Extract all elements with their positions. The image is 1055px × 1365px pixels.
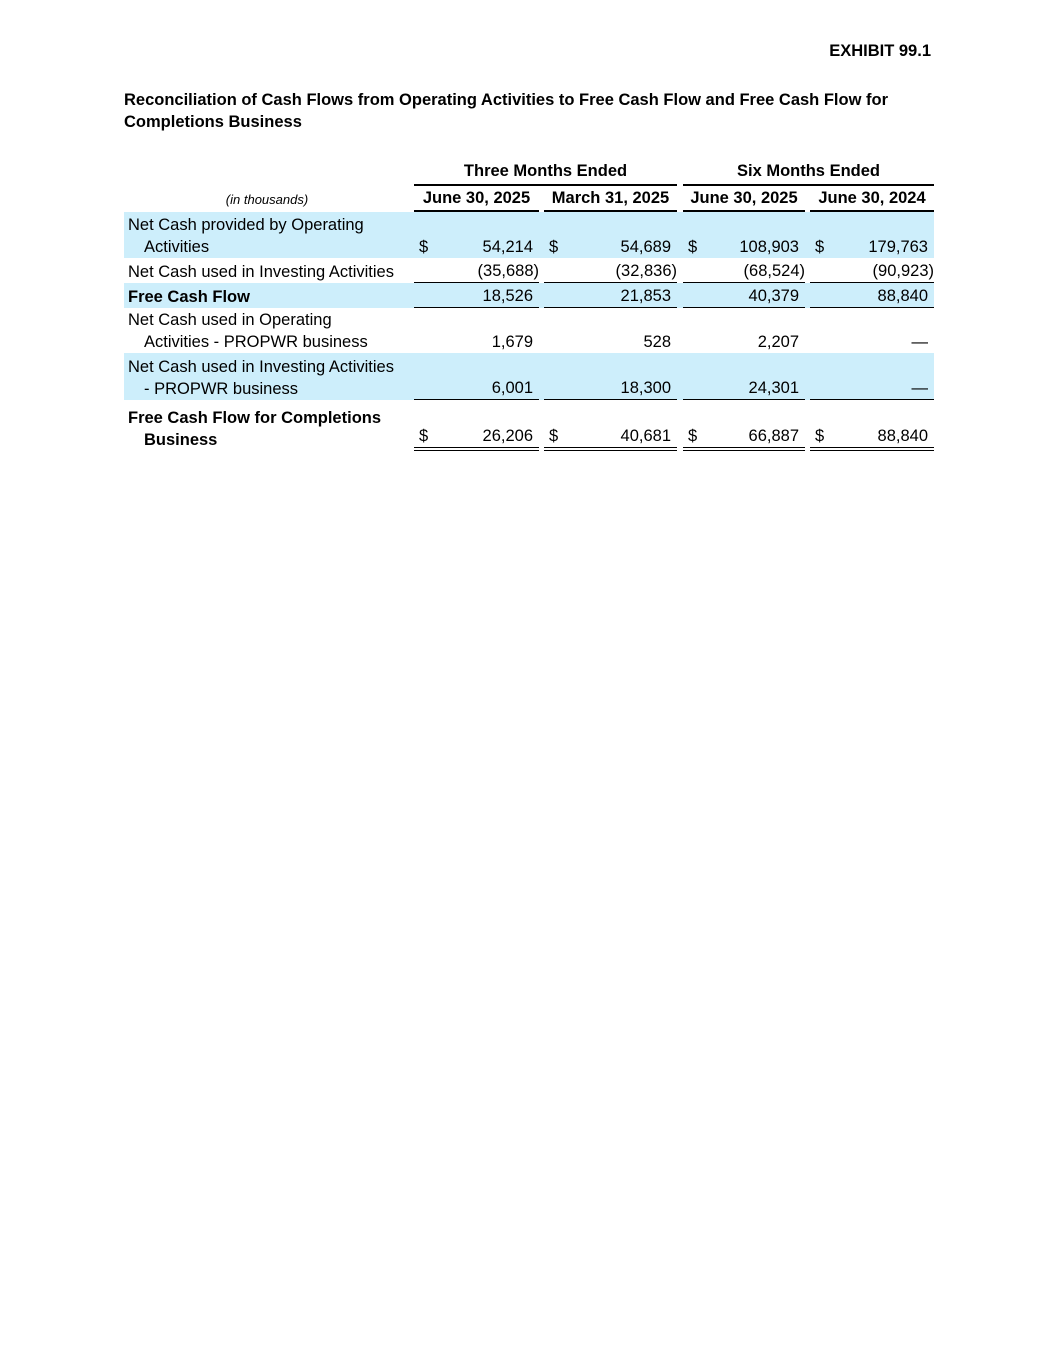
table-cell: (68,524): [683, 258, 805, 283]
table-cell: 21,853: [544, 283, 677, 308]
table-cell: 2,207: [757, 333, 799, 351]
table-cell: $ 26,206: [414, 400, 539, 451]
column-header: June 30, 2025: [414, 186, 539, 212]
table-cell: (35,688): [414, 258, 539, 283]
table-cell: 88,840: [810, 283, 934, 308]
table-row: [124, 308, 934, 353]
column-header: March 31, 2025: [544, 186, 677, 212]
column-group-row: [124, 159, 934, 186]
units-label: (in thousands): [225, 192, 309, 207]
table-cell: $ 66,887: [683, 400, 805, 451]
table-cell: $ 40,681: [544, 400, 677, 451]
table-row: [124, 353, 934, 400]
row-label: Net Cash used in Operating Activities - PROPWR business: [128, 311, 368, 351]
table-cell: $ 54,689: [544, 212, 677, 258]
table-cell: —: [810, 353, 934, 400]
table-cell: (90,923): [810, 258, 934, 283]
group-header-three-months: Three Months Ended: [414, 159, 677, 186]
row-label: Free Cash Flow: [124, 283, 410, 308]
table-cell: $ 88,840: [810, 400, 934, 451]
table-row: [124, 400, 934, 451]
table-row: [124, 283, 934, 308]
row-label: Net Cash used in Investing Activities - PROPWR business: [124, 353, 410, 400]
table-cell: $ 179,763: [810, 212, 934, 258]
row-label: Free Cash Flow for Completions Business: [128, 409, 382, 449]
free-cash-flow-table: [124, 159, 934, 451]
column-header: June 30, 2025: [683, 186, 805, 212]
table-cell: 6,001: [414, 353, 539, 400]
page-title: Reconciliation of Cash Flows from Operating Activities to Free Cash Flow and Free Cash Flow for Completions Business: [124, 91, 889, 131]
column-header-row: [124, 186, 934, 212]
table-cell: —: [911, 333, 928, 351]
table-row: [124, 258, 934, 283]
table-cell: $ 108,903: [683, 212, 805, 258]
group-header-six-months: Six Months Ended: [683, 159, 934, 186]
table-row: [124, 212, 934, 258]
row-label: Net Cash used in Investing Activities: [128, 263, 394, 281]
table-cell: 18,526: [414, 283, 539, 308]
table-cell: 1,679: [491, 333, 533, 351]
table-cell: 18,300: [544, 353, 677, 400]
exhibit-number: EXHIBIT 99.1: [829, 42, 931, 60]
table-cell: $ 54,214: [414, 212, 539, 258]
column-header: June 30, 2024: [810, 186, 934, 212]
table-cell: 24,301: [683, 353, 805, 400]
table-cell: 40,379: [683, 283, 805, 308]
row-label: Net Cash provided by Operating Activities: [124, 212, 410, 258]
table-cell: 528: [643, 333, 671, 351]
table-cell: (32,836): [544, 258, 677, 283]
